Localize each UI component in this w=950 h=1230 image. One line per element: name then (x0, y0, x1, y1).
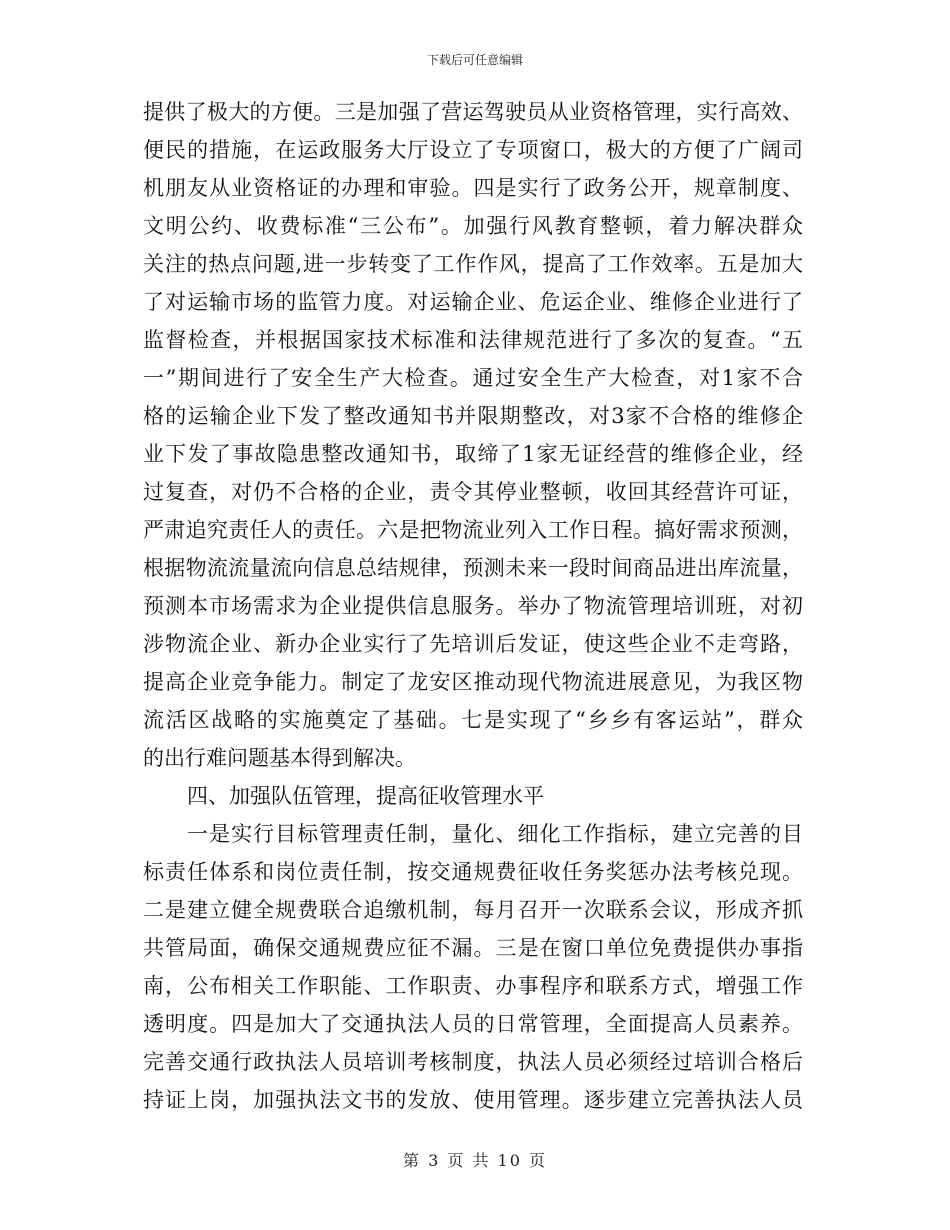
paragraph-line: 严肃追究责任人的责任。六是把物流业列入工作日程。搞好需求预测， (143, 518, 803, 542)
paragraph-line: 标责任体系和岗位责任制，按交通规费征收任务奖惩办法考核兑现。 (143, 860, 803, 884)
paragraph-line: 南，公布相关工作职能、工作职责、办事程序和联系方式，增强工作 (143, 974, 803, 998)
paragraph-line: 了对运输市场的监管力度。对运输企业、危运企业、维修企业进行了 (143, 290, 803, 314)
paragraph-line: 文明公约、收费标准“三公布”。加强行风教育整顿，着力解决群众 (143, 214, 803, 238)
paragraph-line: 格的运输企业下发了整改通知书并限期整改，对3家不合格的维修企 (143, 404, 803, 428)
paragraph-line: 监督检查，并根据国家技术标准和法律规范进行了多次的复查。“五 (143, 328, 803, 352)
paragraph-line: 共管局面，确保交通规费应征不漏。三是在窗口单位免费提供办事指 (143, 936, 803, 960)
paragraph-line: 涉物流企业、新办企业实行了先培训后发证，使这些企业不走弯路， (143, 632, 803, 656)
paragraph-line: 提高企业竞争能力。制定了龙安区推动现代物流进展意见，为我区物 (143, 670, 803, 694)
paragraph-line: 根据物流流量流向信息总结规律，预测未来一段时间商品进出库流量， (143, 556, 803, 580)
paragraph-line: 完善交通行政执法人员培训考核制度，执法人员必须经过培训合格后 (143, 1050, 803, 1074)
page-header: 下载后可任意编辑 (426, 53, 523, 67)
paragraph-line: 一”期间进行了安全生产大检查。通过安全生产大检查，对1家不合 (143, 366, 803, 390)
paragraph-line: 业下发了事故隐患整改通知书，取缔了1家无证经营的维修企业，经 (143, 442, 803, 466)
paragraph-line: 一是实行目标管理责任制，量化、细化工作指标，建立完善的目 (187, 822, 803, 846)
paragraph-line: 关注的热点问题,进一步转变了工作作风，提高了工作效率。五是加大 (143, 252, 803, 276)
paragraph-line: 过复查，对仍不合格的企业，责令其停业整顿，收回其经营许可证， (143, 480, 803, 504)
paragraph-line: 机朋友从业资格证的办理和审验。四是实行了政务公开，规章制度、 (143, 176, 803, 200)
paragraph-line: 预测本市场需求为企业提供信息服务。举办了物流管理培训班，对初 (143, 594, 803, 618)
paragraph-line: 提供了极大的方便。三是加强了营运驾驶员从业资格管理，实行高效、 (143, 100, 803, 124)
paragraph-line: 便民的措施，在运政服务大厅设立了专项窗口，极大的方便了广阔司 (143, 138, 803, 162)
paragraph-line: 透明度。四是加大了交通执法人员的日常管理，全面提高人员素养。 (143, 1012, 803, 1036)
paragraph-line: 流活区战略的实施奠定了基础。七是实现了“乡乡有客运站”，群众 (143, 708, 803, 732)
paragraph-line: 的出行难问题基本得到解决。 (143, 746, 416, 770)
page-footer: 第 3 页 共 10 页 (403, 1151, 547, 1170)
section-heading: 四、加强队伍管理，提高征收管理水平 (187, 784, 544, 808)
paragraph-line: 二是建立健全规费联合追缴机制，每月召开一次联系会议，形成齐抓 (143, 898, 803, 922)
paragraph-line: 持证上岗，加强执法文书的发放、使用管理。逐步建立完善执法人员 (143, 1088, 803, 1112)
document-body (143, 93, 803, 1119)
